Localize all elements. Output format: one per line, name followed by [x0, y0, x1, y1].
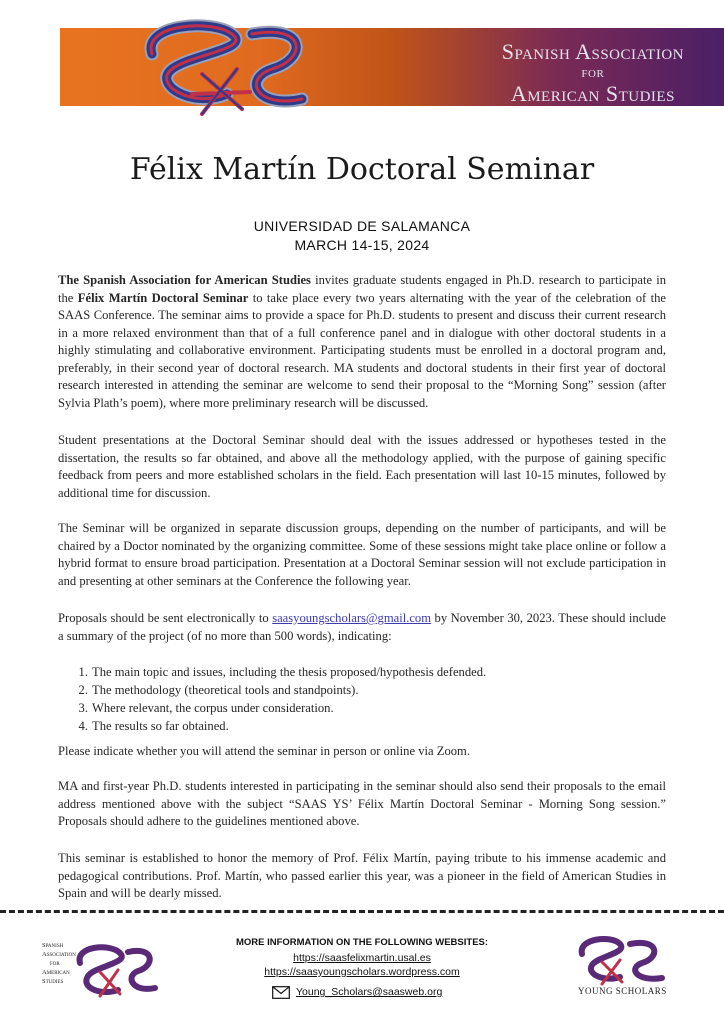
website-link-2[interactable]: https://saasyoungscholars.wordpress.com [264, 966, 460, 978]
footer-heading: MORE INFORMATION ON THE FOLLOWING WEBSITES: [235, 937, 489, 948]
list-number: 4. [78, 719, 88, 733]
org-name [502, 40, 684, 106]
intro-text-1: invites graduate students engaged in Ph.D. research to participate in the [58, 273, 666, 305]
paragraph-memorial: This seminar is established to honor the memory of Prof. Félix Martín, paying tribute to his immense academic and pedagogical contributions. Prof. Martín, who passed earlier this year, was a pioneer in the field of American Studies in Spain and will be dearly missed. [58, 851, 666, 900]
list-item [70, 699, 650, 717]
org-bold: The Spanish Association for American Studies [58, 273, 311, 287]
saas-logo [132, 14, 312, 126]
page-title: Félix Martín Doctoral Seminar [129, 152, 595, 187]
venue: UNIVERSIDAD DE SALAMANCA [253, 218, 471, 234]
list-item [70, 663, 650, 681]
proposals-text-2: by November 30, 2023. These should include a summary of the project (of no more than 500 words), indicating: [58, 611, 666, 643]
paragraph-proposals [58, 610, 666, 645]
paragraph-intro [58, 272, 666, 412]
intro-text-2: to take place every two years alternating with the year of the celebration of the SAAS Conference. The seminar aims to provide a space for Ph.D. students to present and discuss their current research in a more relaxed environment than that of a full conference panel and in dialogue with other doctoral students in a highly stimulating and collaborative environment. Participating students must be enrolled in a doctoral program and, preferably, in their second year of doctoral research. MA students and doctoral students in their first year of doctoral research interested in attending the seminar are welcome to send their proposal to the “Morning Song” session (after Sylvia Plath’s poem), where more preliminary research will be discussed. [58, 290, 666, 410]
young-scholars-caption: YOUNG SCHOLARS [578, 986, 667, 996]
footer-divider [0, 910, 724, 913]
website-link-1[interactable]: https://saasfelixmartin.usal.es [293, 952, 431, 964]
list-item [70, 717, 650, 735]
list-number: 2. [78, 683, 88, 697]
seminar-bold: Félix Martín Doctoral Seminar [77, 290, 249, 305]
list-number: 3. [78, 701, 88, 715]
paragraph-presentations: Student presentations at the Doctoral Seminar should deal with the issues addressed or hypotheses tested in the dissertation, the results so far obtained, and above all the methodology applied, with the purpose of gaining specific feedback from peers and more established scholars in the field. Each presentation will last 10-15 minutes, followed by additional time for discussion. [58, 433, 666, 500]
small-logo-line4: American [42, 969, 70, 976]
small-logo-line1: Spanish [42, 942, 64, 949]
small-logo-line3: for [50, 960, 60, 967]
list-text: The main topic and issues, including the thesis proposed/hypothesis defended. [92, 665, 487, 679]
list-number: 1. [78, 665, 88, 679]
paragraph-ma-students: MA and first-year Ph.D. students interested in participating in the seminar should also send their proposals to the email address mentioned above with the subject “SAAS YS’ Félix Martín Doctoral Seminar - Morning Song session.” Proposals should adhere to the guidelines mentioned above. [58, 779, 666, 828]
list-text: Where relevant, the corpus under consideration. [92, 701, 334, 715]
dates: MARCH 14-15, 2024 [294, 237, 430, 253]
org-name-line2: for [581, 65, 605, 81]
proposal-email-link[interactable]: saasyoungscholars@gmail.com [272, 611, 432, 625]
list-text: The results so far obtained. [92, 719, 229, 733]
org-name-line1: Spanish Association [501, 39, 684, 64]
small-logo-line2: Association [42, 951, 76, 958]
footer-email-link[interactable]: Young_Scholars@saasweb.org [296, 986, 443, 998]
list-item [70, 681, 650, 699]
list-text: The methodology (theoretical tools and standpoints). [92, 683, 359, 697]
envelope-icon [272, 986, 290, 999]
paragraph-attendance: Please indicate whether you will attend the seminar in person or online via Zoom. [58, 744, 470, 758]
young-scholars-logo [570, 932, 680, 992]
proposals-text-1: Proposals should be sent electronically to [58, 611, 273, 625]
paragraph-organization: The Seminar will be organized in separate discussion groups, depending on the number of participants, and will be chaired by a Doctor nominated by the organizing committee. Some of these sessions might take place online or follow a hybrid format to ensure broad participation. Presentation at a Doctoral Seminar session will not exclude participation in and presenting at other seminars at the Conference the following year. [58, 521, 666, 588]
requirements-list [70, 663, 650, 735]
org-name-line3: American Studies [510, 81, 675, 106]
small-logo-line5: Studies [42, 978, 64, 985]
